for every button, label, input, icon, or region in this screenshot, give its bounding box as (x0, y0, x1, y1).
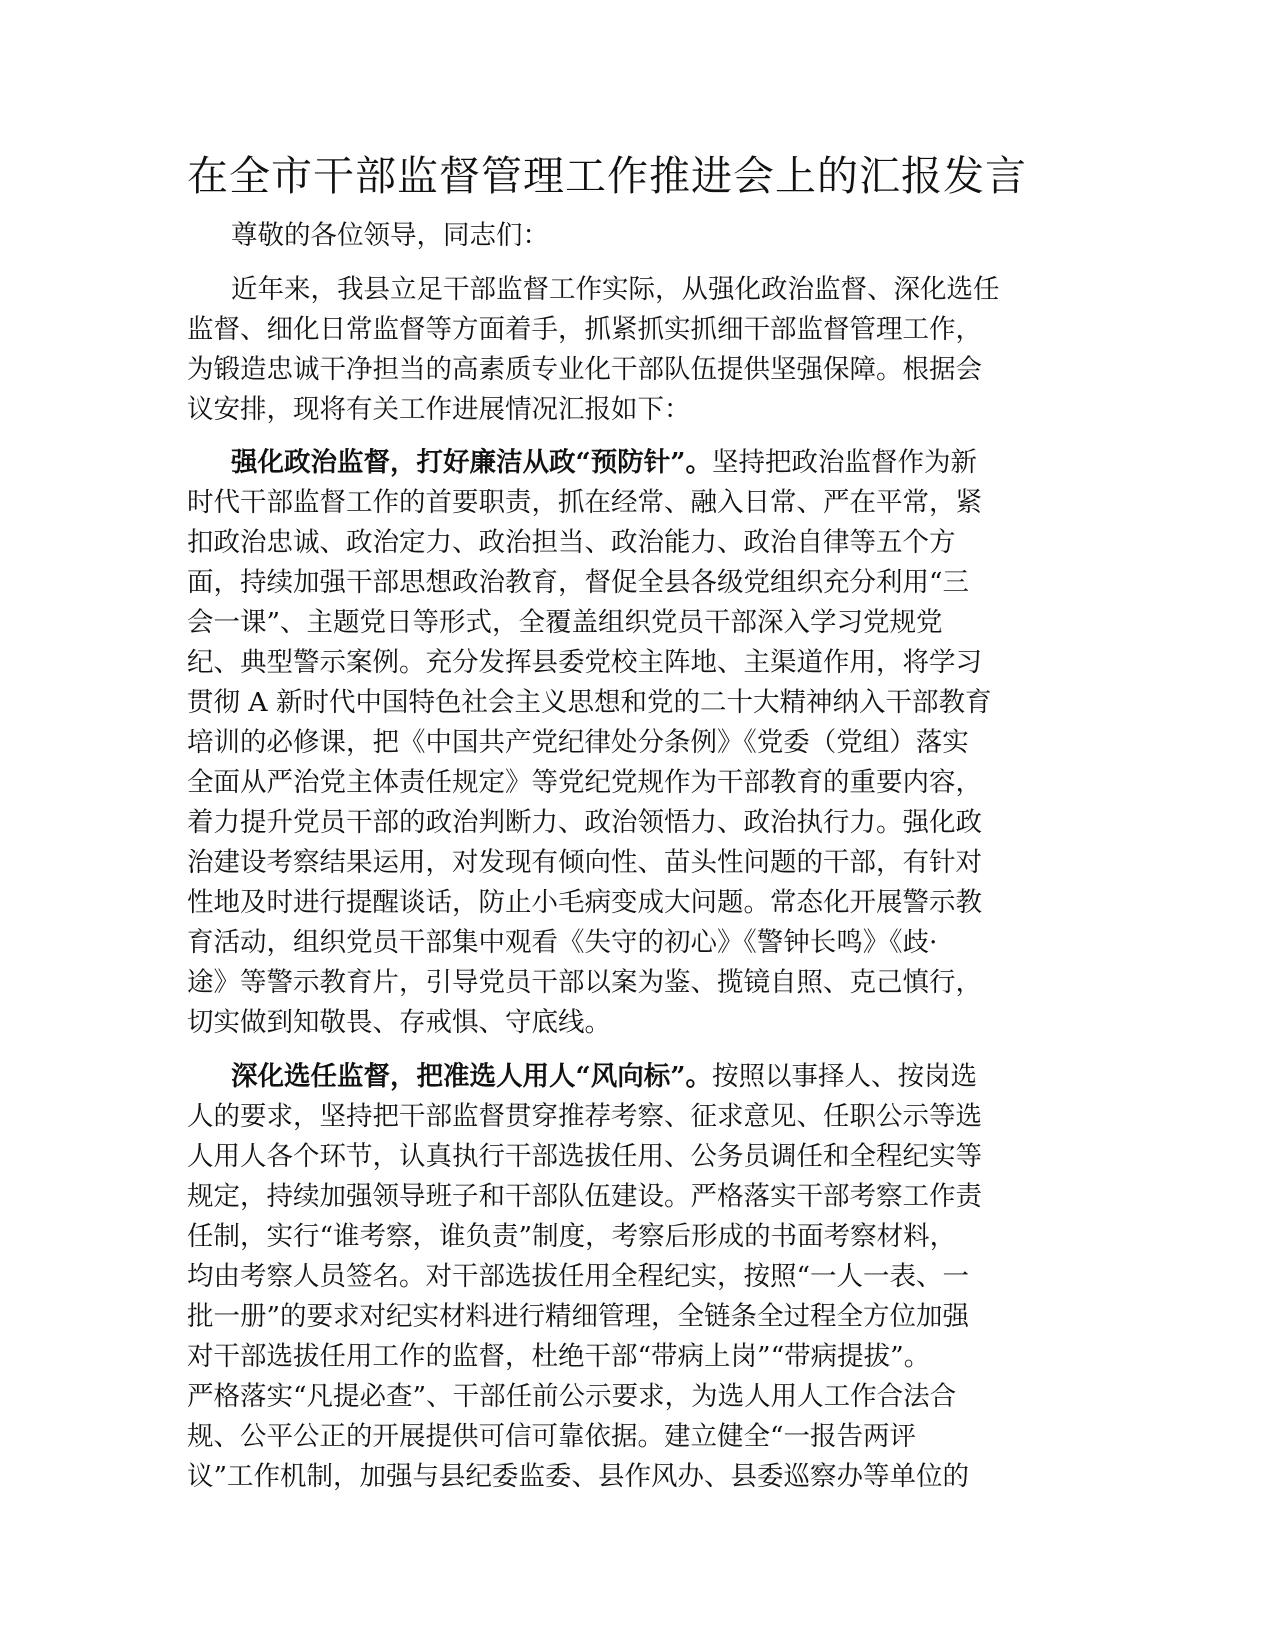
intro-line: 议安排，现将有关工作进展情况汇报如下： (187, 394, 691, 425)
section1-line: 培训的必修课，把《中国共产党纪律处分条例》《党委（党组）落实 (187, 727, 969, 758)
intro-line: 监督、细化日常监督等方面着手，抓紧抓实抓细干部监督管理工作， (187, 314, 982, 345)
section1-line: 面，持续加强干部思想政治教育，督促全县各级党组织充分利用“三 (187, 567, 970, 598)
salutation: 尊敬的各位领导，同志们： (231, 220, 549, 251)
section1-line: 治建设考察结果运用，对发现有倾向性、苗头性问题的干部，有针对 (187, 847, 982, 878)
section1-line: 扣政治忠诚、政治定力、政治担当、政治能力、政治自律等五个方 (187, 527, 956, 558)
section1-line: 纪、典型警示案例。充分发挥县委党校主阵地、主渠道作用，将学习 (187, 647, 982, 678)
document-title: 在全市干部监督管理工作推进会上的汇报发言 (187, 152, 1027, 200)
section2-line: 议”工作机制，加强与县纪委监委、县作风办、县委巡察办等单位的 (187, 1461, 970, 1492)
section1-line: 全面从严治党主体责任规定》等党纪党规作为干部教育的重要内容， (187, 767, 982, 798)
section1-line: 途》等警示教育片，引导党员干部以案为鉴、揽镜自照、克己慎行， (187, 967, 982, 998)
intro-line: 近年来，我县立足干部监督工作实际，从强化政治监督、深化选任 (231, 274, 1000, 305)
section2-line: 批一册”的要求对纪实材料进行精细管理，全链条全过程全方位加强 (187, 1301, 970, 1332)
section2-line: 严格落实“凡提必查”、干部任前公示要求，为选人用人工作合法合 (187, 1381, 957, 1412)
section2-first-line (231, 1057, 977, 1097)
section2-line: 任制，实行“谁考察，谁负责”制度，考察后形成的书面考察材料， (187, 1221, 957, 1252)
section2-line: 人的要求，坚持把干部监督贯穿推荐考察、征求意见、任职公示等选 (187, 1101, 982, 1132)
section1-line: 会一课”、主题党日等形式，全覆盖组织党员干部深入学习党规党 (187, 607, 943, 638)
section2-line: 规定，持续加强领导班子和干部队伍建设。严格落实干部考察工作责 (187, 1181, 982, 1212)
section2-line: 人用人各个环节，认真执行干部选拔任用、公务员调任和全程纪实等 (187, 1141, 982, 1172)
section1-line: 育活动，组织党员干部集中观看《失守的初心》《警钟长鸣》《歧· (187, 927, 938, 958)
intro-line: 为锻造忠诚干净担当的高素质专业化干部队伍提供坚强保障。根据会 (187, 354, 982, 385)
section1-line: 着力提升党员干部的政治判断力、政治领悟力、政治执行力。强化政 (187, 807, 982, 838)
section1-line: 贯彻 A 新时代中国特色社会主义思想和党的二十大精神纳入干部教育 (187, 687, 992, 718)
section1-line: 性地及时进行提醒谈话，防止小毛病变成大问题。常态化开展警示教 (187, 887, 982, 918)
section2-line: 对干部选拔任用工作的监督，杜绝干部“带病上岗”“带病提拔”。 (187, 1341, 931, 1372)
section1-first-line (231, 443, 977, 483)
section1-line: 时代干部监督工作的首要职责，抓在经常、融入日常、严在平常，紧 (187, 487, 982, 518)
section2-first-line-text: 按照以事择人、按岗选 (712, 1061, 977, 1092)
section1-first-line-text: 坚持把政治监督作为新 (712, 447, 977, 478)
section1-line: 切实做到知敬畏、存戒惧、守底线。 (187, 1007, 611, 1038)
section2-line: 规、公平公正的开展提供可信可靠依据。建立健全“一报告两评 (187, 1421, 917, 1452)
section2-heading: 深化选任监督，把准选人用人“风向标”。 (231, 1061, 712, 1092)
section2-line: 均由考察人员签名。对干部选拔任用全程纪实，按照“一人一表、一 (187, 1261, 970, 1292)
section1-heading: 强化政治监督，打好廉洁从政“预防针”。 (231, 447, 712, 478)
